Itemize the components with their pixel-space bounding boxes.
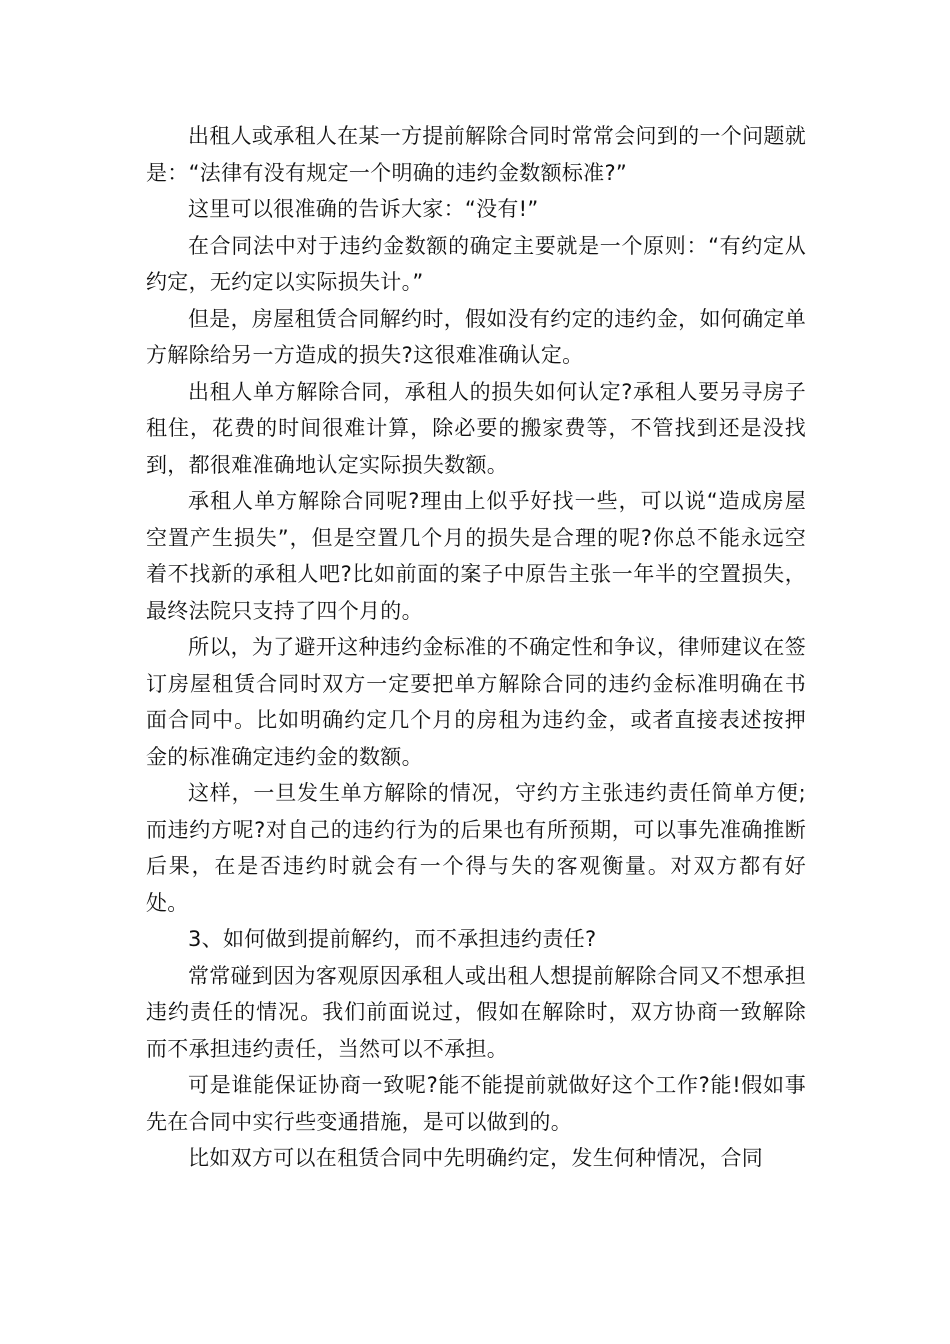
paragraph: 在合同法中对于违约金数额的确定主要就是一个原则：“有约定从约定，无约定以实际损失计。”	[146, 233, 806, 294]
paragraph: 这样，一旦发生单方解除的情况，守约方主张违约责任简单方便;而违约方呢?对自己的违约行为的后果也有所预期，可以事先准确推断后果，在是否违约时就会有一个得与失的客观衡量。对双方都有好处。	[146, 781, 806, 915]
paragraph: 比如双方可以在租赁合同中先明确约定，发生何种情况，合同	[188, 1146, 764, 1170]
document-body	[146, 118, 806, 1177]
paragraph: 常常碰到因为客观原因承租人或出租人想提前解除合同又不想承担违约责任的情况。我们前面说过，假如在解除时，双方协商一致解除而不承担违约责任，当然可以不承担。	[146, 963, 806, 1061]
paragraph: 承租人单方解除合同呢?理由上似乎好找一些，可以说“造成房屋空置产生损失”，但是空置几个月的损失是合理的呢?你总不能永远空着不找新的承租人吧?比如前面的案子中原告主张一年半的空置损失，最终法院只支持了四个月的。	[146, 489, 806, 623]
paragraph: 这里可以很准确的告诉大家：“没有!”	[188, 197, 539, 221]
paragraph: 但是，房屋租赁合同解约时，假如没有约定的违约金，如何确定单方解除给另一方造成的损失?这很难准确认定。	[146, 306, 806, 367]
paragraph: 出租人或承租人在某一方提前解除合同时常常会问到的一个问题就是：“法律有没有规定一个明确的违约金数额标准?”	[146, 124, 806, 185]
paragraph: 所以，为了避开这种违约金标准的不确定性和争议，律师建议在签订房屋租赁合同时双方一定要把单方解除合同的违约金标准明确在书面合同中。比如明确约定几个月的房租为违约金，或者直接表述按押金的标准确定违约金的数额。	[146, 635, 806, 769]
paragraph: 出租人单方解除合同，承租人的损失如何认定?承租人要另寻房子租住，花费的时间很难计算，除必要的搬家费等，不管找到还是没找到，都很难准确地认定实际损失数额。	[146, 379, 806, 477]
paragraph: 可是谁能保证协商一致呢?能不能提前就做好这个工作?能!假如事先在合同中实行些变通措施，是可以做到的。	[146, 1073, 806, 1134]
section-heading: 3、如何做到提前解约，而不承担违约责任?	[188, 927, 597, 951]
